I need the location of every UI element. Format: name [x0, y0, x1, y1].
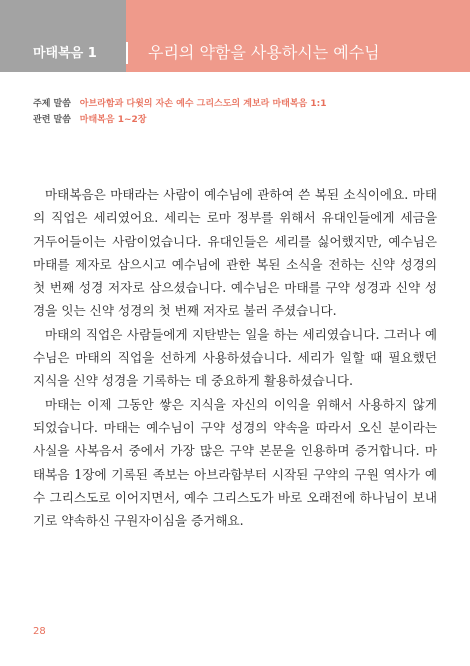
related-verse-text: 마태복음 1~2장 [79, 115, 147, 125]
related-verse-row [33, 112, 327, 128]
page-number: 28 [33, 626, 46, 637]
title-band [126, 0, 470, 72]
chapter-label: 마태복음 1 [33, 46, 97, 61]
body-paragraph: 마태복음은 마태라는 사람이 예수님에 관하여 쓴 복된 소식이에요. 마태의 직업은 세리였어요. 세리는 로마 정부를 위해서 유대인들에게 세금을 거두어들이는 사람이었습니다. 유대인들은 세리를 싫어했지만, 예수님은 마태를 제자로 삼으시고 예수님에 관한 복된 소식을 전하는 신약 성경의 첫 번째 성경 저자로 삼으셨습니다. 예수님은 마태를 구약 성경과 신약 성경을 잇는 신약 성경의 첫 번째 저자로 불러 주셨습니다. [33, 187, 437, 319]
page-header [0, 0, 470, 72]
chapter-band [0, 0, 126, 72]
theme-verse-text: 아브라함과 다윗의 자손 예수 그리스도의 계보라 마태복음 1:1 [79, 99, 327, 109]
related-verse-label: 관련 말씀 [33, 115, 71, 125]
body-paragraph: 마태의 직업은 사람들에게 지탄받는 일을 하는 세리였습니다. 그러나 예수님은 마태의 직업을 선하게 사용하셨습니다. 세리가 일할 때 필요했던 지식을 신약 성경을 기록하는 데 중요하게 활용하셨습니다. [33, 326, 437, 389]
theme-verse-row [33, 96, 327, 112]
theme-verse-label: 주제 말씀 [33, 99, 71, 109]
page-title: 우리의 약함을 사용하시는 예수님 [148, 43, 380, 62]
header-divider [126, 42, 128, 64]
scripture-references [33, 96, 327, 128]
body-text [33, 183, 437, 532]
body-paragraph: 마태는 이제 그동안 쌓은 지식을 자신의 이익을 위해서 사용하지 않게 되었습니다. 마태는 예수님이 구약 성경의 약속을 따라서 오신 분이라는 사실을 사복음서 중에서 가장 많은 구약 본문을 인용하며 증거합니다. 마태복음 1장에 기록된 족보는 아브라함부터 시작된 구약의 구원 역사가 예수 그리스도로 이어지면서, 예수 그리스도가 바로 오래전에 하나님이 보내기로 약속하신 구원자이심을 증거해요. [33, 396, 437, 529]
